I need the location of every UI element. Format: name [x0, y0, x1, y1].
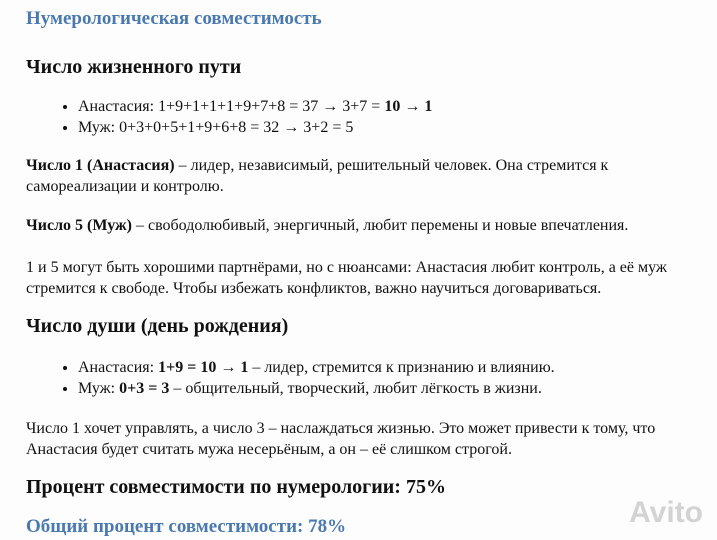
paragraph-number-1 — [26, 155, 696, 197]
soul-list — [30, 357, 555, 399]
paragraph-number-5 — [26, 215, 696, 236]
overall-percent: Общий процент совместимости: 78% — [26, 516, 347, 537]
document-title: Нумерологическая совместимость — [26, 8, 322, 29]
paragraph-soul: Число 1 хочет управлять, а число 3 – наслаждаться жизнью. Это может привести к тому, что Анастасия будет считать мужа несерьёным, а он – её слишком строгой. — [26, 420, 656, 458]
numerology-percent: Процент совместимости по нумерологии: 75% — [26, 476, 446, 498]
list-item — [78, 357, 555, 378]
item-bold: 1+9 = 10 → 1 — [158, 359, 249, 376]
bold-term: Число 1 (Анастасия) — [26, 157, 175, 174]
item-text: – общительный, творческий, любит лёгкость в жизни. — [169, 380, 542, 397]
item-text: Анастасия: 1+9+1+1+1+9+7+8 = 37 → 3+7 = — [78, 98, 385, 115]
list-item — [78, 378, 555, 399]
paragraph-text: – лидер, независимый, решительный человек. Она стремится к самореализации и контролю. — [26, 157, 609, 195]
item-text: → — [400, 98, 425, 115]
item-text: Анастасия: — [78, 359, 159, 376]
list-item — [78, 96, 432, 117]
item-text: Муж: — [78, 380, 120, 397]
item-text: – лидер, стремится к признанию и влиянию. — [248, 359, 555, 376]
paragraph-text: – свободолюбивый, энергичный, любит перемены и новые впечатления. — [131, 217, 629, 234]
item-bold: 10 — [384, 98, 401, 115]
item-bold: 1 — [424, 98, 433, 115]
item-bold: 0+3 = 3 — [119, 380, 170, 397]
item-text: Муж: 0+3+0+5+1+9+6+8 = 32 → 3+2 = 5 — [78, 119, 354, 136]
soul-heading: Число души (день рождения) — [26, 315, 289, 337]
paragraph-compatibility: 1 и 5 могут быть хорошими партнёрами, но с нюансами: Анастасия любит контроль, а её муж стремится к свободе. Чтобы избежать конфликтов, важно научиться договариваться. — [26, 259, 667, 297]
life-path-heading: Число жизненного пути — [26, 56, 242, 78]
list-item — [78, 117, 432, 138]
avito-watermark: Avito — [629, 496, 703, 529]
life-path-list — [30, 96, 432, 138]
bold-term: Число 5 (Муж) — [26, 217, 132, 234]
